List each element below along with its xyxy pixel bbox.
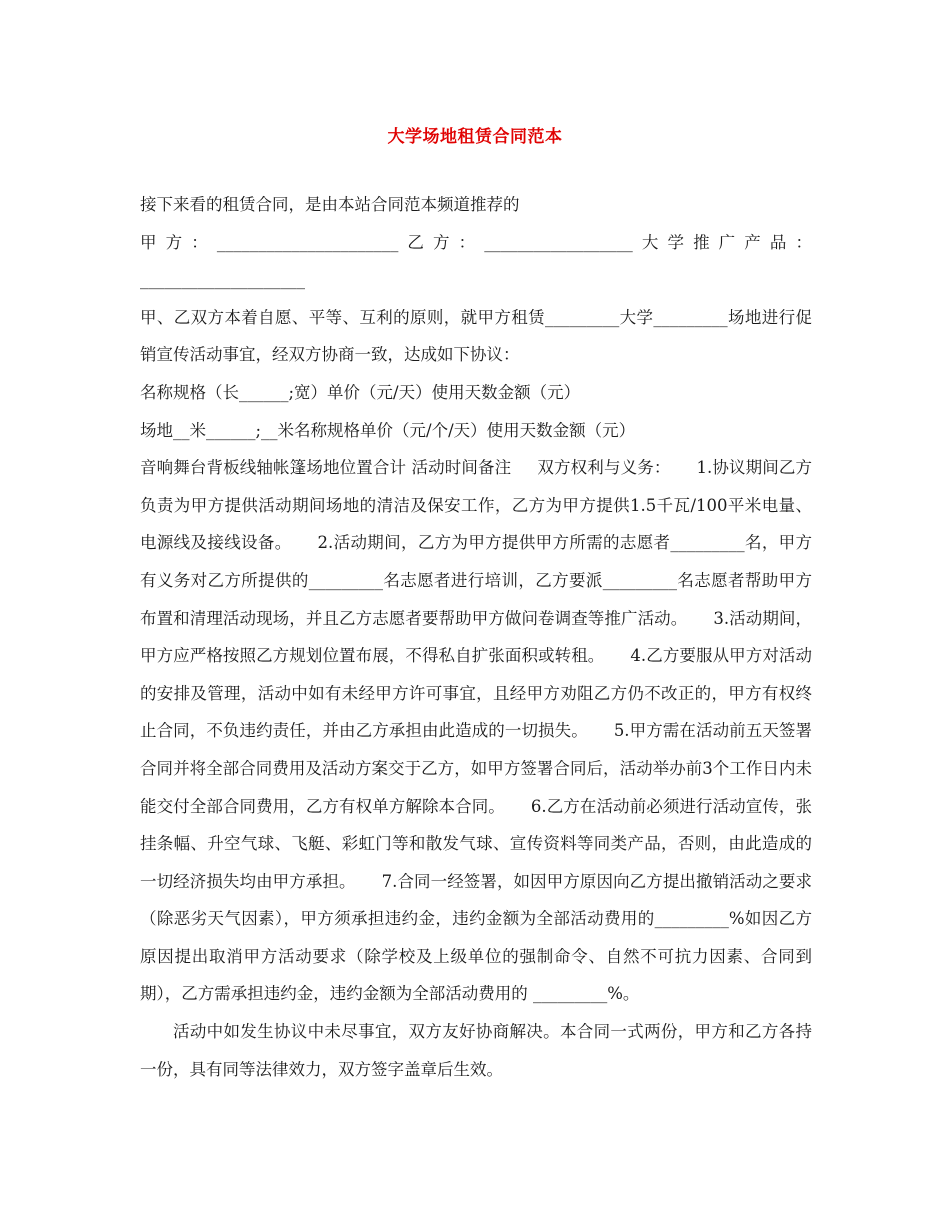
intro-paragraph: 接下来看的租赁合同，是由本站合同范本频道推荐的 [140,195,520,214]
clause-6: 6.乙方在活动前必须进行活动宣传，张挂条幅、升空气球、飞艇、彩虹门等和散发气球、宣传资料等同类产品，否则，由此造成的一切经济损失均由甲方承担。 [140,796,813,891]
clause-3: 3.活动期间，甲方应严格按照乙方规划位置布展，不得私自扩张面积或转租。 [140,608,812,666]
parties-line: 甲方：______________________乙方：__________________大学推广产品：____________________ [140,232,812,290]
clause-7: 7.合同一经签署，如因甲方原因向乙方提出撤销活动之要求（除恶劣天气因素），甲方须承担违约金，违约金额为全部活动费用的_________%如因乙方原因提出取消甲方活动要求（除学校及上级单位的强制命令、自然不可抗力因素、合同到期），乙方需承担违约金，违约金额为全部活动费用的 _________%。 [140,871,813,1004]
fee-table-row-3: 音响舞台背板线轴帐篷场地位置合计 活动时间备注 [140,458,512,478]
rights-heading: 双方权利与义务： [537,458,671,478]
fee-table-row-2: 场地__米______;__米名称规格单价（元/个/天）使用天数金额（元） [140,420,636,440]
preamble-paragraph: 甲、乙双方本着自愿、平等、互利的原则，就甲方租赁_________大学_________场地进行促销宣传活动事宜，经双方协商一致，达成如下协议： [140,307,812,365]
fee-table-row-1: 名称规格（长______;宽）单价（元/天）使用天数金额（元） [140,382,581,402]
document-title: 大学场地租赁合同范本 [387,127,563,147]
document-body [140,186,812,1088]
clauses-paragraph [140,449,812,1013]
clause-1: 1.协议期间乙方负责为甲方提供活动期间场地的清洁及保安工作，乙方为甲方提供1.5千瓦/100平米电量、电源线及接线设备。 [140,458,813,553]
clause-2: 2.活动期间，乙方为甲方提供甲方所需的志愿者_________名，甲方有义务对乙方所提供的_________名志愿者进行培训，乙方要派_________名志愿者帮助甲方布置和清理活动现场，并且乙方志愿者要帮助甲方做问卷调查等推广活动。 [140,533,812,628]
clause-5: 5.甲方需在活动前五天签署合同并将全部合同费用及活动方案交于乙方，如甲方签署合同后，活动举办前3个工作日内未能交付全部合同费用，乙方有权单方解除本合同。 [140,721,812,816]
closing-paragraph: 活动中如发生协议中未尽事宜，双方友好协商解决。本合同一式两份，甲方和乙方各持一份，具有同等法律效力，双方签字盖章后生效。 [140,1022,812,1079]
clause-4: 4.乙方要服从甲方对活动的安排及管理，活动中如有未经甲方许可事宜，且经甲方劝阻乙方仍不改正的，甲方有权终止合同，不负违约责任，并由乙方承担由此造成的一切损失。 [140,646,813,741]
